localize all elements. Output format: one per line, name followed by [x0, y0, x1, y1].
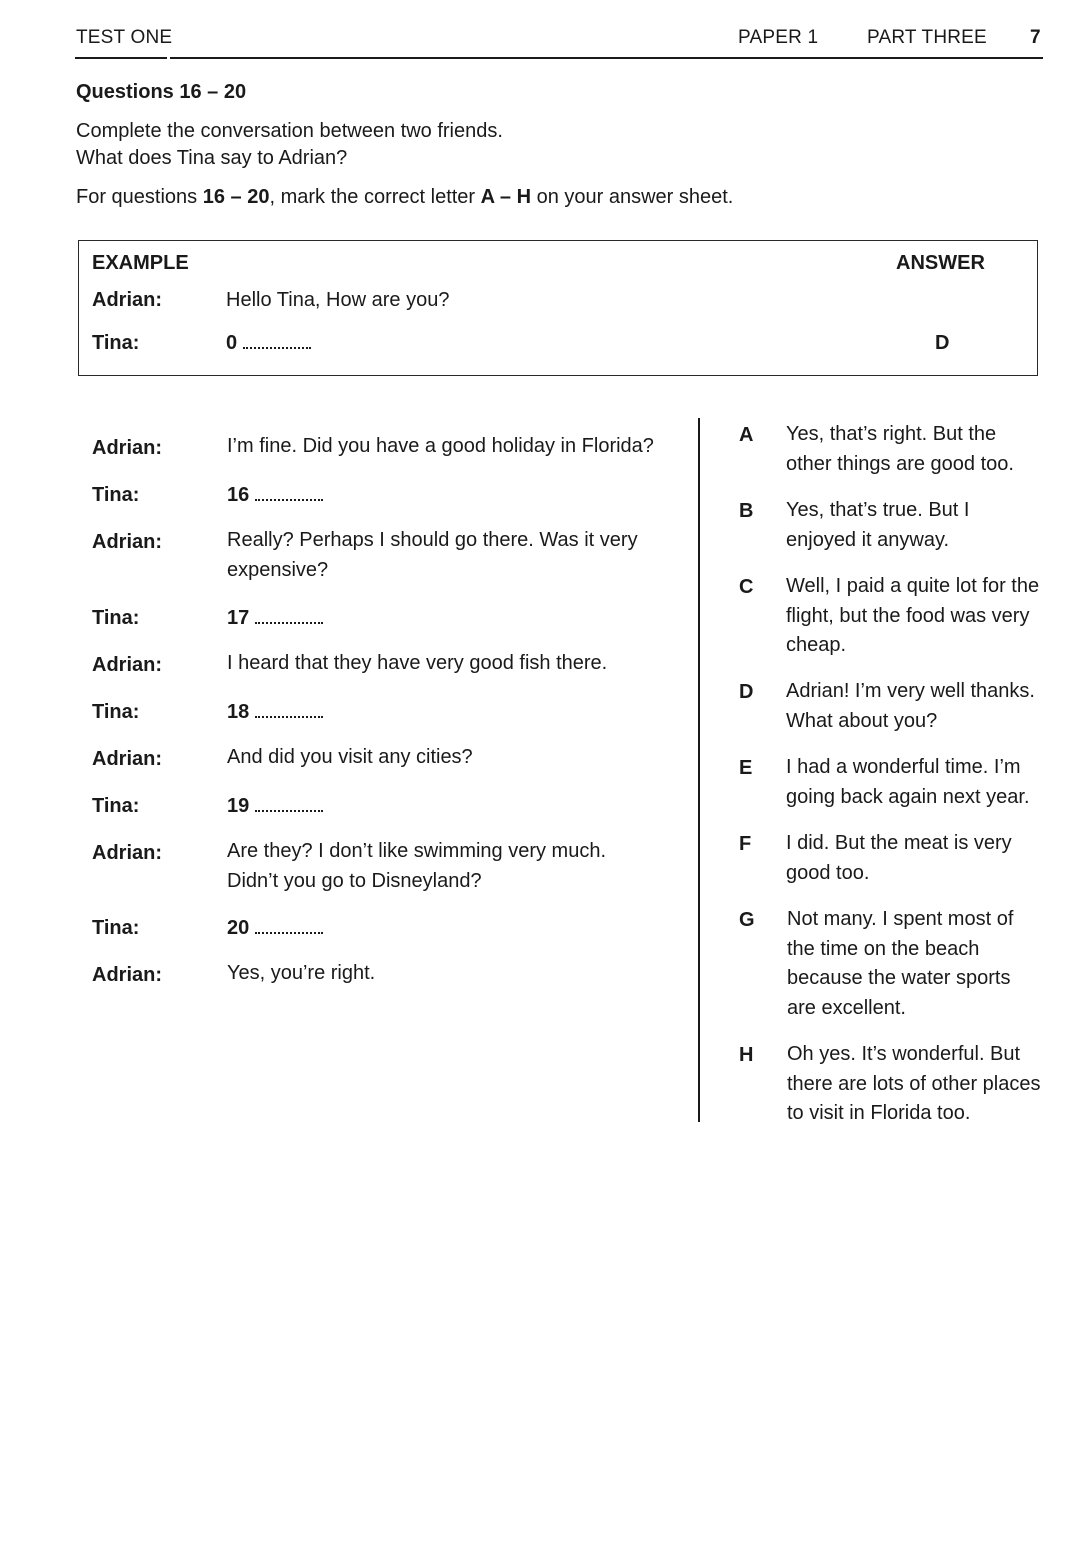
- answer-dots: [243, 345, 311, 349]
- conversation-line: Are they? I don’t like swimming very much. Didn’t you go to Disneyland?: [227, 840, 607, 892]
- option-text: I had a wonderful time. I’m going back again next year.: [786, 756, 1030, 808]
- example-tina-label: Tina:: [92, 332, 140, 354]
- example-adrian-label: Adrian:: [92, 289, 162, 311]
- conversation-speaker: Adrian:: [92, 748, 162, 770]
- answer-slot-19: [227, 795, 323, 818]
- header-paper-label: PAPER 1: [738, 27, 819, 48]
- instruction-range: 16 – 20: [202, 186, 270, 208]
- conversation-speaker: Tina:: [92, 701, 140, 723]
- example-box: [78, 240, 1038, 376]
- conversation-line: Yes, you’re right.: [227, 962, 376, 984]
- answer-slot-18: [227, 701, 323, 724]
- conversation-line: I’m fine. Did you have a good holiday in Florida?: [227, 435, 654, 457]
- option-letter: G: [739, 909, 755, 931]
- option-letter: F: [739, 833, 752, 855]
- option-text: Oh yes. It’s wonderful. But there are lots of other places to visit in Florida too.: [787, 1043, 1041, 1124]
- conversation-speaker: Adrian:: [92, 531, 162, 553]
- option-text: Yes, that’s right. But the other things are good too.: [786, 423, 1014, 475]
- example-adrian-text: Hello Tina, How are you?: [226, 289, 450, 311]
- conversation-speaker: Adrian:: [92, 654, 162, 676]
- conversation-speaker: Tina:: [92, 607, 140, 629]
- header-rule-left: [75, 57, 167, 59]
- page-number: 7: [1030, 27, 1041, 48]
- instruction-prefix: For questions: [76, 186, 203, 208]
- option-letter: A: [739, 424, 754, 446]
- answer-slot-17: [227, 607, 323, 630]
- question-number: 16: [227, 484, 250, 506]
- instruction-line-3: [76, 186, 733, 209]
- instruction-mid: , mark the correct letter: [269, 186, 481, 208]
- answer-slot-16: [227, 484, 323, 507]
- option-text: I did. But the meat is very good too.: [786, 832, 1012, 884]
- option-letter: C: [739, 576, 754, 598]
- conversation-line: Really? Perhaps I should go there. Was it very expensive?: [227, 529, 638, 581]
- instruction-line-1: Complete the conversation between two friends.: [76, 120, 503, 142]
- answer-heading: ANSWER: [896, 252, 985, 274]
- conversation-speaker: Adrian:: [92, 842, 162, 864]
- answer-dots: [255, 930, 323, 934]
- option-letter: E: [739, 757, 753, 779]
- option-letter: B: [739, 500, 754, 522]
- answer-dots: [255, 714, 323, 718]
- answer-slot-20: [227, 917, 323, 940]
- option-text: Adrian! I’m very well thanks. What about you?: [786, 680, 1035, 732]
- question-number: 17: [227, 607, 250, 629]
- option-text: Yes, that’s true. But I enjoyed it anyway.: [786, 499, 970, 551]
- example-number: 0: [226, 332, 238, 354]
- header-part-label: PART THREE: [867, 27, 987, 48]
- answer-dots: [255, 497, 323, 501]
- header-test-label: TEST ONE: [76, 27, 173, 48]
- conversation-speaker: Adrian:: [92, 964, 162, 986]
- conversation-speaker: Tina:: [92, 795, 140, 817]
- option-text: Well, I paid a quite lot for the flight, but the food was very cheap.: [786, 575, 1040, 656]
- example-tina-answer-slot: [226, 332, 311, 355]
- question-number: 20: [227, 917, 250, 939]
- question-number: 18: [227, 701, 250, 723]
- conversation-speaker: Adrian:: [92, 437, 162, 459]
- instruction-line-2: What does Tina say to Adrian?: [76, 147, 348, 169]
- conversation-line: I heard that they have very good fish there.: [227, 652, 608, 674]
- example-answer: D: [935, 332, 950, 354]
- conversation-line: And did you visit any cities?: [227, 746, 473, 768]
- question-number: 19: [227, 795, 250, 817]
- option-text: Not many. I spent most of the time on the beach because the water sports are excellent.: [787, 908, 1014, 1019]
- header-rule: [170, 57, 1043, 59]
- instruction-suffix: on your answer sheet.: [531, 186, 734, 208]
- instruction-letters: A – H: [480, 186, 532, 208]
- page-title: Questions 16 – 20: [76, 81, 247, 103]
- option-letter: D: [739, 681, 754, 703]
- answer-dots: [255, 808, 323, 812]
- conversation-speaker: Tina:: [92, 917, 140, 939]
- option-letter: H: [739, 1044, 754, 1066]
- answer-dots: [255, 620, 323, 624]
- conversation-speaker: Tina:: [92, 484, 140, 506]
- example-heading: EXAMPLE: [92, 252, 189, 274]
- column-divider: [698, 418, 700, 1122]
